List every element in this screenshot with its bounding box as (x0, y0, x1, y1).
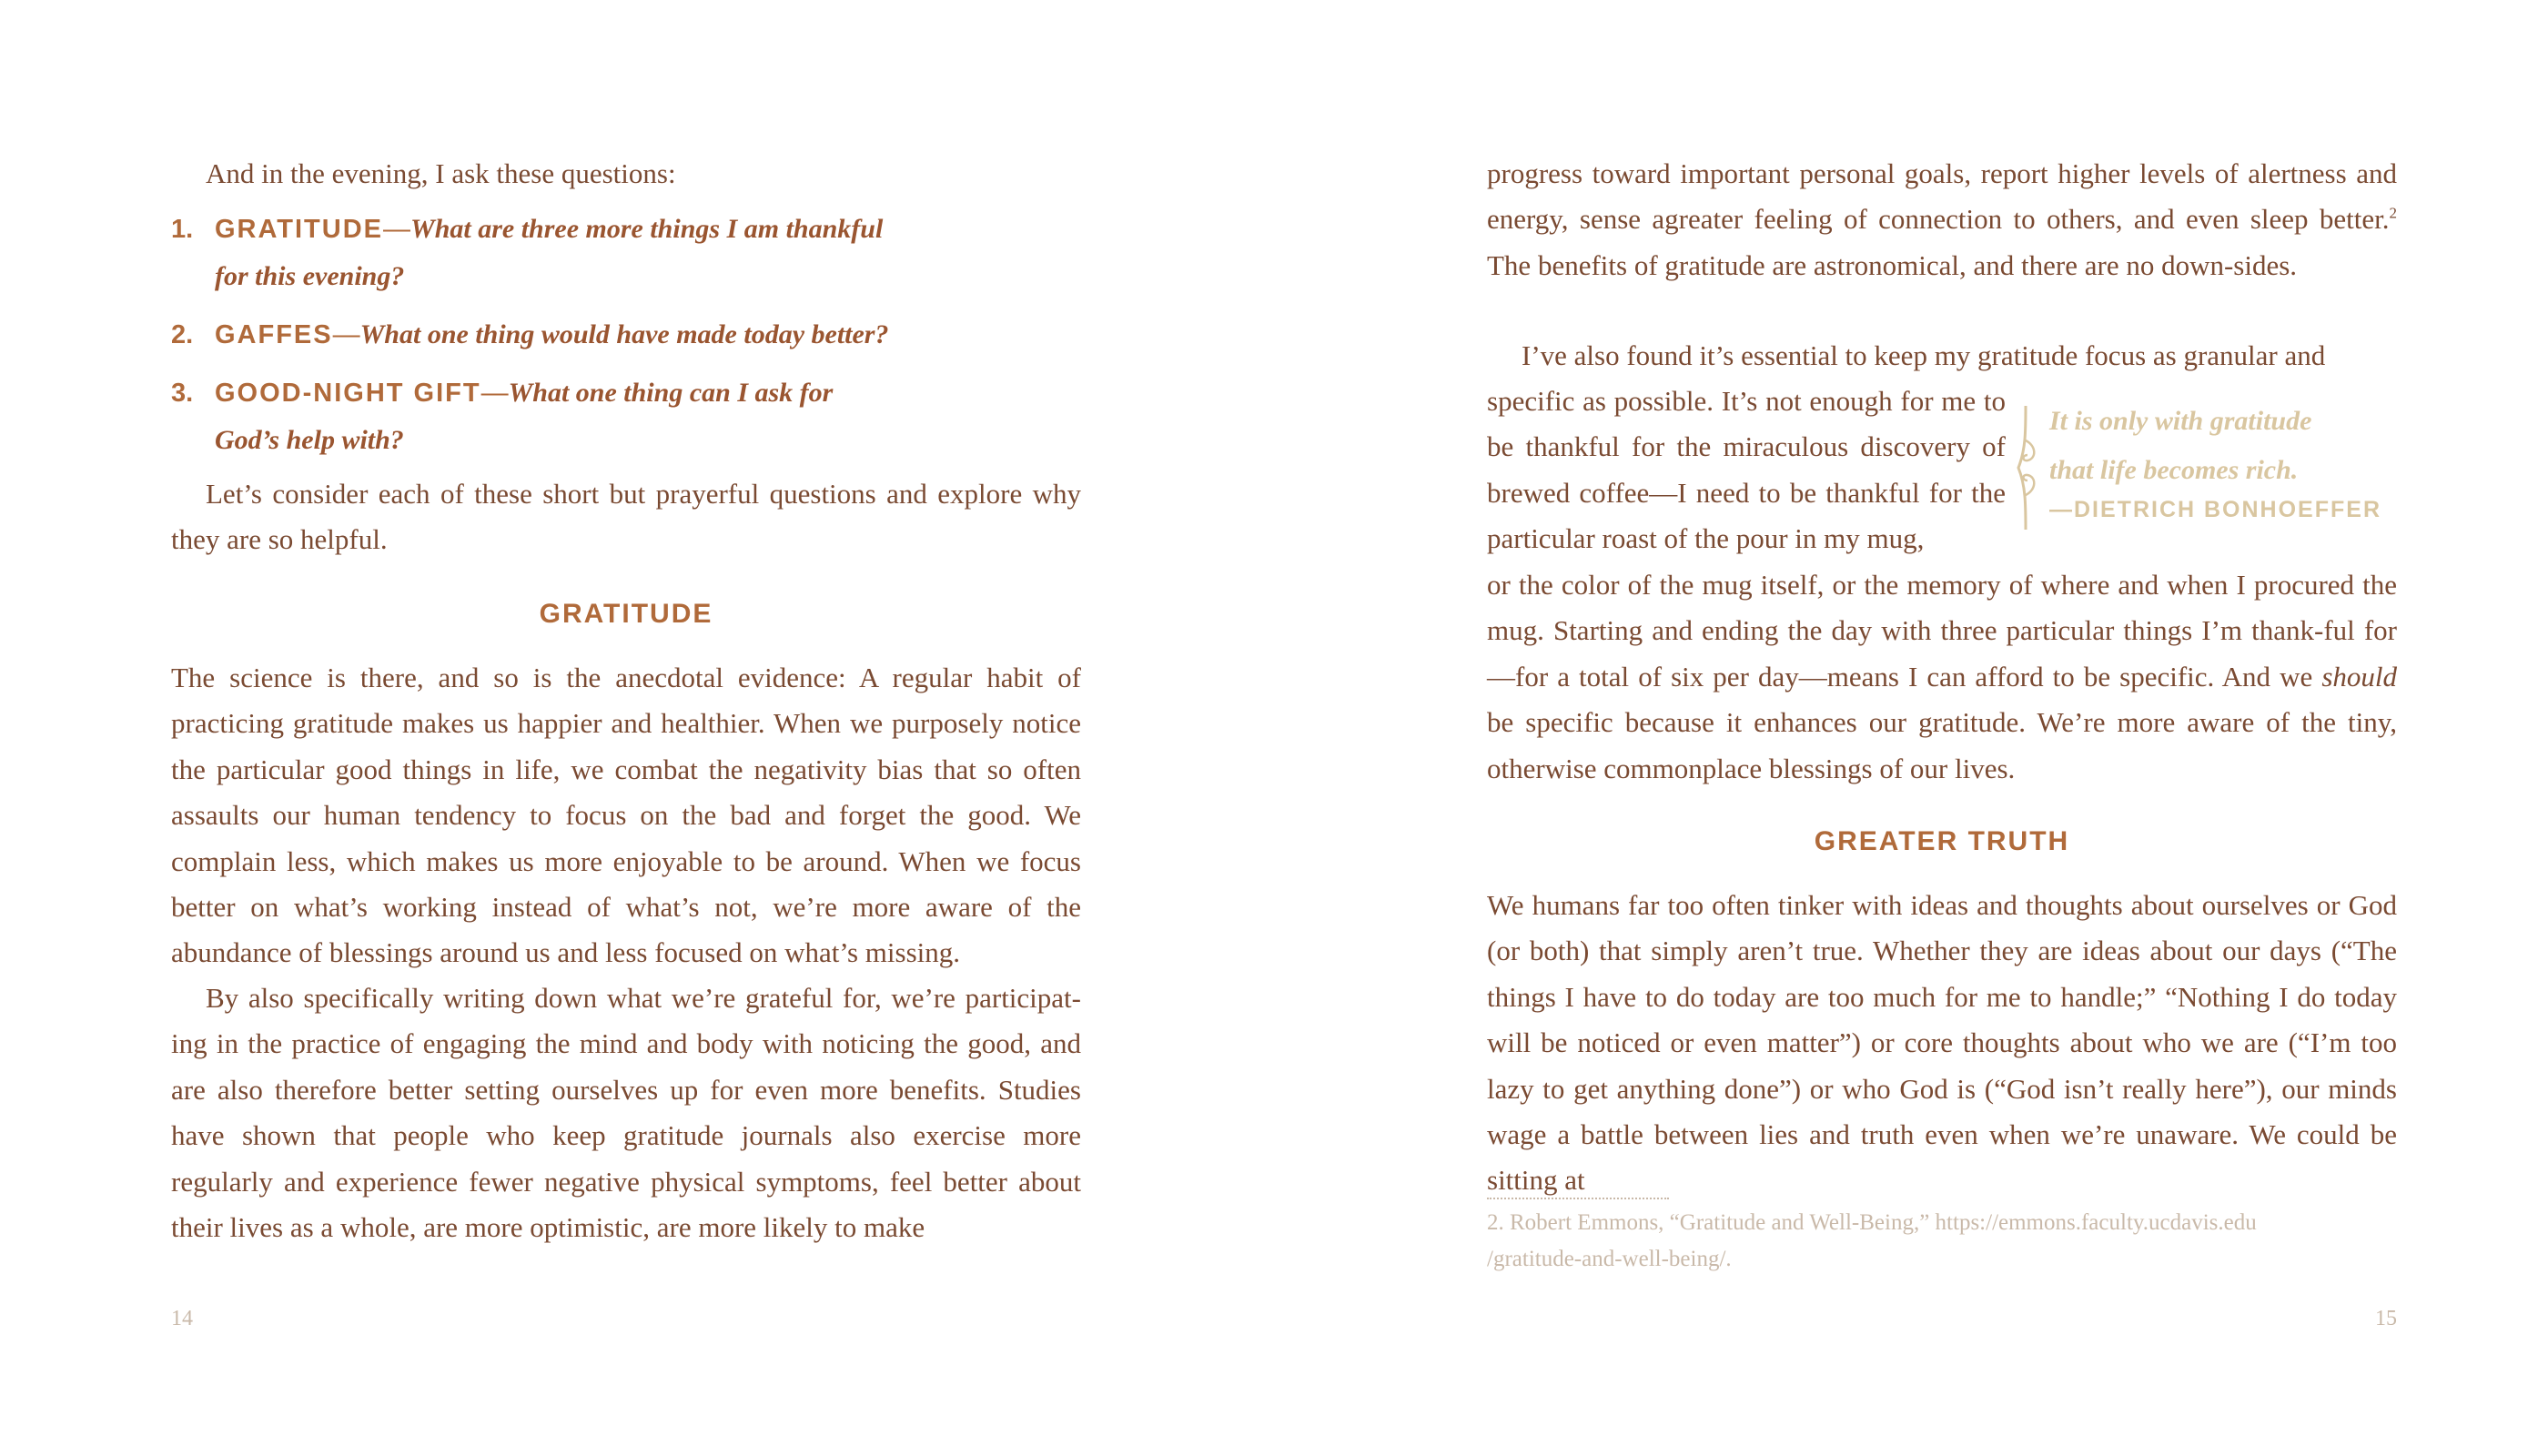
paragraph-text-end: be specific because it enhances our gratitude. We’re more aware of the tiny, otherwise commonplace blessings of our lives. (1487, 706, 2397, 784)
question-text: What one thing can I ask for (508, 378, 834, 408)
question-heading: GAFFES (215, 320, 333, 349)
question-dash: — (383, 214, 411, 244)
paragraph-text-end: The benefits of gratitude are astronomical, and there are no down-sides. (1487, 248, 2298, 281)
question-heading: GOOD-NIGHT GIFT (215, 379, 481, 408)
pull-quote (2013, 397, 2395, 542)
gratitude-paragraph-1: The science is there, and so is the anecdotal evidence: A regular habit of practicing gratitude makes us happier and healthier. When we purposely notice the particular good things in life, we combat the negativity bias that so often assaults our human tendency to focus on the bad and forget the good. We complain less, which makes us more enjoyable to be around. When we focus better on what’s working instead of what’s not, we’re more aware of the abundance of blessings around us and less focused on what’s missing. (171, 662, 1081, 969)
evening-questions-list (171, 206, 990, 475)
pull-quote-line-2: that life becomes rich. (2049, 455, 2299, 485)
granular-paragraph-rest (1487, 562, 2397, 792)
pull-quote-author: —DIETRICH BONHOEFFER (2049, 497, 2381, 522)
gratitude-paragraph-2: By also specifically writing down what we’re grateful for, we’re participat-ing in the practice of engaging the mind and body with noticing the good, and are also therefore better setting ourselves up for even more benefits. Studies have shown that people who keep gratitude journals also exercise more regularly and experience fewer negative physical symptoms, feel better about their lives as a whole, are more optimistic, are more likely to make (171, 982, 1081, 1244)
granular-paragraph-start: I’ve also found it’s essential to keep my gratitude focus as granular and (1522, 339, 2326, 371)
continued-paragraph (1487, 151, 2397, 288)
question-number: 2. (171, 320, 194, 349)
question-heading: GRATITUDE (215, 215, 384, 244)
emphasis-should: should (2321, 660, 2397, 693)
section-heading-gratitude: GRATITUDE (539, 599, 713, 629)
pull-quote-text (2049, 397, 2311, 495)
footnote (1487, 1205, 2397, 1278)
question-dash: — (480, 378, 509, 408)
footnote-line-2: /gratitude-and-well-being/. (1487, 1247, 1732, 1271)
question-item (171, 206, 990, 300)
page-number-left: 14 (171, 1307, 193, 1330)
question-text-continued: God’s help with? (215, 425, 404, 455)
page-number-right: 15 (2375, 1307, 2397, 1330)
question-item (171, 369, 990, 464)
question-dash: — (332, 319, 360, 349)
question-text-continued: for this evening? (215, 261, 405, 291)
granular-paragraph-narrow: specific as possible. It’s not enough for me to be thankful for the miraculous discovery of brewed coffee—I need to be thankful for the particular roast of the pour in my mug, (1487, 385, 2006, 555)
footnote-marker: 2 (2389, 205, 2397, 223)
question-text: What one thing would have made today better? (359, 319, 889, 349)
section-heading-greater-truth: GREATER TRUTH (1814, 826, 2070, 856)
question-item (171, 311, 990, 359)
question-number: 1. (171, 215, 194, 244)
ornamental-brace-icon (2013, 404, 2044, 531)
intro-line: And in the evening, I ask these questions: (206, 157, 676, 189)
paragraph-text: progress toward important personal goals, report higher levels of alertness and energy, sense agreater feeling of connection to others, and even sleep better. (1487, 157, 2397, 236)
pull-quote-line-1: It is only with gratitude (2049, 406, 2312, 436)
footnote-divider (1487, 1198, 1669, 1199)
greater-truth-paragraph: We humans far too often tinker with ideas and thoughts about ourselves or God (or both) that simply aren’t true. Whether they are ideas about our days (“The things I have to do today are too much for me to handle;” “Nothing I do today will be noticed or even matter”) or core thoughts about who we are (“I’m too lazy to get anything done”) or who God is (“God isn’t really here”), our minds wage a battle between lies and truth even when we’re unaware. We could be sitting at (1487, 889, 2397, 1197)
question-number: 3. (171, 379, 194, 408)
consider-paragraph: Let’s consider each of these short but prayerful questions and explore why they are so helpful. (171, 478, 1081, 556)
footnote-line-1: 2. Robert Emmons, “Gratitude and Well-Being,” https://emmons.faculty.ucdavis.edu (1487, 1210, 2257, 1235)
right-page (1487, 0, 2397, 1456)
question-text: What are three more things I am thankful (410, 214, 884, 244)
left-page (171, 0, 1081, 1456)
paragraph-text: or the color of the mug itself, or the memory of where and when I procured the mug. Starting and ending the day with three particular things I’m thank-ful for—for a total of six per day—means I can afford to be specific. And we (1487, 569, 2397, 693)
